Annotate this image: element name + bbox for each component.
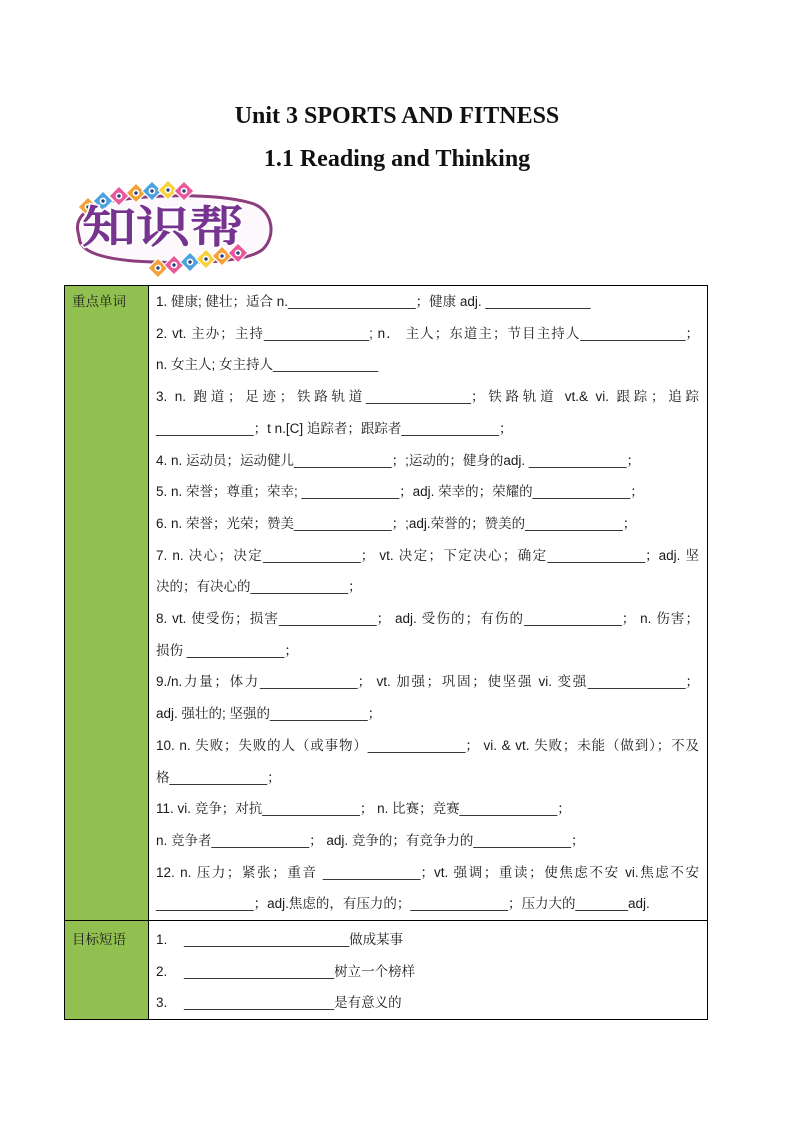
phrase-item [156,956,699,988]
vocab-line: n. 竞争者_____________； adj. 竞争的；有竞争力的_____________； [156,832,585,848]
phrase-number: 1. [156,932,168,948]
vocab-line: 9./n.力量；体力_____________； vt. 加强；巩固；使坚强 vi. 变强_____________； [156,674,699,690]
phrase-text: ______________________做成某事 [184,932,404,948]
lesson-subtitle: 1.1 Reading and Thinking [263,146,531,172]
vocab-line: _____________；t n.[C] 追踪者；跟踪者_____________； [156,420,513,436]
vocab-line: 5. n. 荣誉；尊重；荣幸; _____________；adj. 荣幸的；荣耀的_____________； [156,484,644,500]
vocab-line: 12. n. 压力；紧张；重音 _____________；vt. 强调；重读；使焦虑不安 vi.焦虑不安 [156,864,699,880]
vocab-line: 1. 健康; 健壮；适合 n._________________；健康 adj. ______________ [156,294,591,309]
vocab-line: _____________；adj.焦虑的，有压力的；_____________；压力大的_______adj. [156,896,650,912]
vocab-table [64,285,708,1020]
vocab-line: 决的；有决心的_____________； [156,579,362,595]
vocab-line: 8. vt. 使受伤；损害_____________； adj. 受伤的；有伤的_____________； n. 伤害； [156,611,699,627]
section-label-key-words: 重点单词 [65,286,149,921]
vocab-line: 格_____________； [156,769,281,785]
section-label-target-phrases: 目标短语 [65,921,149,1020]
vocab-line: 6. n. 荣誉；光荣；赞美_____________；;adj.荣誉的；赞美的_____________； [156,515,637,531]
key-words-content [149,286,708,921]
vocab-line: 3. n. 跑道；足迹；铁路轨道______________；铁路轨道 vt.& vi. 跟踪；追踪 [156,389,699,405]
phrase-text: ____________________是有意义的 [184,995,402,1011]
key-words-row [65,286,708,921]
unit-title: Unit 3 SPORTS AND FITNESS [234,103,560,129]
vocab-line: 4. n. 运动员；运动健儿_____________；;运动的；健身的adj. _____________； [156,452,640,468]
vocab-line: n. 女主人; 女主持人______________ [156,357,379,373]
logo-text: 知识帮 [82,202,244,253]
vocab-line: 损伤 _____________； [156,642,298,658]
phrase-text: ____________________树立一个榜样 [184,963,416,979]
vocab-line: 11. vi. 竞争；对抗_____________； n. 比赛；竞赛_____________； [156,801,571,817]
vocab-line: adj. 强壮的; 坚强的_____________； [156,706,382,722]
vocab-line: 2. vt. 主办；主持______________; n． 主人；东道主；节目主持人______________； [156,325,699,341]
phrase-item [156,987,699,1019]
phrase-item [156,924,699,956]
zhishibang-logo [64,180,279,280]
target-phrases-content [149,921,708,1020]
vocab-line: 7. n. 决心；决定_____________； vt. 决定；下定决心；确定_____________；adj. 坚 [156,547,699,563]
target-phrases-row [65,921,708,1020]
phrase-number: 3. [156,995,168,1011]
vocab-line: 10. n. 失败；失败的人（或事物）_____________； vi. & vt. 失败；未能（做到）；不及 [156,737,699,753]
phrase-number: 2. [156,963,168,979]
